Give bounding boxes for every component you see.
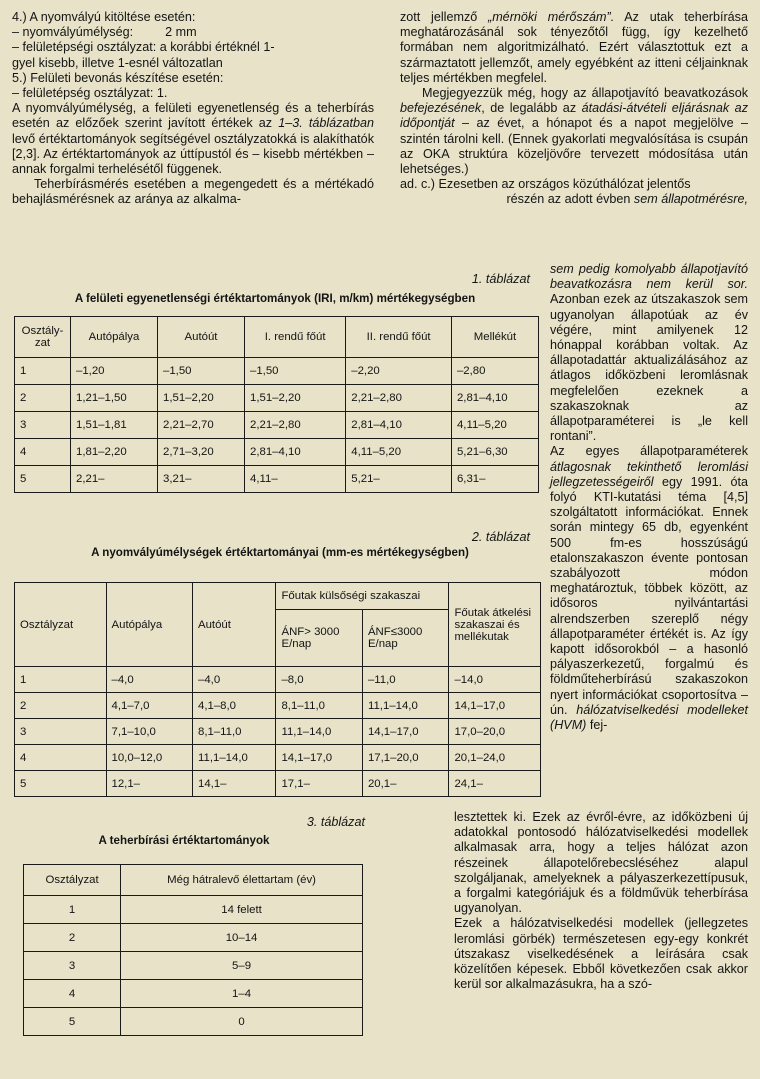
table-cell: 8,1–11,0	[193, 719, 276, 745]
list-item: 4.) A nyomvályú kitöltése esetén:	[12, 10, 196, 24]
table-row	[15, 771, 541, 797]
table-cell: 1,51–1,81	[71, 412, 158, 439]
header-cell: Osztályzat	[15, 583, 107, 667]
table-row	[24, 924, 363, 952]
left-column-text	[12, 10, 374, 208]
header-cell: ÁNF> 3000 E/nap	[276, 610, 362, 667]
bearing-capacity-table	[23, 864, 363, 1036]
table-header-row	[24, 865, 363, 896]
table-cell: 5	[15, 771, 107, 797]
table-cell: –2,80	[451, 358, 538, 385]
paragraph: Ezek a hálózatviselkedési modellek (jellegzetes leromlási görbék) természetesen egy-egy konkrét útszakasz viselkedésének a leírására csak közelítően képesek. Ebből következően csak akkor kerül sor alkalmazásukra, ha a szó-	[454, 916, 748, 992]
paragraph: ad. c.) Ezesetben az országos közúthálózat jelentős	[400, 177, 691, 192]
table-row	[15, 745, 541, 771]
header-cell: Autópálya	[71, 317, 158, 358]
paragraph: részén az adott évben sem állapotmérésre,	[506, 192, 748, 207]
table-header-row	[15, 317, 539, 358]
list-item: gyel kisebb, illetve 1-esnél változatlan	[12, 55, 223, 70]
table-cell: 5	[15, 466, 71, 493]
table-cell: 1	[15, 358, 71, 385]
header-cell: II. rendű főút	[346, 317, 452, 358]
table-cell: 5,21–6,30	[451, 439, 538, 466]
table-cell: 4	[15, 745, 107, 771]
table-cell: 3	[15, 719, 107, 745]
right-narrow-column-text	[550, 262, 748, 733]
table-title: A nyomvályúmélységek értéktartományai (mm-es mértékegységben)	[91, 546, 469, 559]
list-item: – felületépségi osztályzat: a korábbi értéknél 1-	[12, 40, 275, 55]
table-cell: –1,20	[71, 358, 158, 385]
table-cell: –14,0	[449, 667, 541, 693]
header-cell: Autóút	[193, 583, 276, 667]
table-cell: –8,0	[276, 667, 362, 693]
table-cell: 14,1–17,0	[449, 693, 541, 719]
table-cell: 1	[24, 896, 121, 924]
list-item: – felületépség osztályzat: 1.	[12, 86, 168, 101]
table-row	[15, 385, 539, 412]
table-cell: 2,71–3,20	[158, 439, 245, 466]
header-cell: ÁNF≤3000 E/nap	[362, 610, 448, 667]
table-cell: 2	[15, 693, 107, 719]
paragraph: lesztettek ki. Ezek az évről-évre, az időközbeni új adatokkal pontosodó hálózatviselkedési modellek alkalmasak arra, hogy a teljes hálózat azon részeinek állapotelőrebecsléséhez alapul szolgáljanak, amelyeknek a pályaszerkezettípusuk, a forgalmi kategóriájuk és a földművük teherbírása ugyanolyan.	[454, 810, 748, 916]
table-row	[24, 1008, 363, 1036]
table-cell: 17,0–20,0	[449, 719, 541, 745]
paragraph: Az egyes állapotparaméterek átlagosnak tekinthető leromlási jellegzetességeiről egy 1991. óta folyó KTI-kutatási téma [4,5] szolgáltatott információkat. Ennek során mintegy 65 db, egyenként 500 fm-es hosszúságú etalonszakaszon évente pontosan szabályozott módon meghatároztuk, többek között, az idősoros nyilvántartási alrendszerben szereplő négy állapotparaméter értékét is. Az így kapott idősorokból – a hasonló pályaszerkezetű, forgalmú és földműteherbírású szakaszokon nyert információkat csoportosítva – ún. hálózatviselkedési modelleket (HVM) fej-	[550, 444, 748, 733]
table-cell: 0	[121, 1008, 363, 1036]
table-title: A felületi egyenetlenségi értéktartományok (IRI, m/km) mértékegységben	[74, 292, 476, 305]
table-cell: 11,1–14,0	[193, 745, 276, 771]
header-cell: Osztályzat	[24, 865, 121, 896]
table-cell: 6,31–	[451, 466, 538, 493]
table-caption: 1. táblázat	[471, 272, 530, 286]
right-column-text	[400, 10, 748, 208]
table-cell: 5–9	[121, 952, 363, 980]
table-cell: 3	[24, 952, 121, 980]
header-cell: Autópálya	[106, 583, 192, 667]
table-cell: –4,0	[193, 667, 276, 693]
table-cell: 14,1–	[193, 771, 276, 797]
table-cell: 14 felett	[121, 896, 363, 924]
table-row	[24, 896, 363, 924]
header-cell: Főutak külsőségi szakaszai	[276, 583, 449, 610]
table-cell: 14,1–17,0	[276, 745, 362, 771]
table-cell: 3	[15, 412, 71, 439]
table-cell: 11,1–14,0	[362, 693, 448, 719]
table-cell: 1,51–2,20	[245, 385, 346, 412]
table-cell: 5,21–	[346, 466, 452, 493]
roughness-table	[14, 316, 539, 493]
table-cell: 1,81–2,20	[71, 439, 158, 466]
table-cell: 4,11–5,20	[346, 439, 452, 466]
header-cell: Osztály- zat	[15, 317, 71, 358]
paragraph: Megjegyezzük még, hogy az állapotjavító beavatkozások befejezésének, de legalább az átadási-átvételi eljárásnak az időpontját – az évet, a hónapot és a napot megjelölve – szintén tárolni kell. (Ennek gyakorlati megvalósítása is csupán az OKA struktúra közeljövőre tervezett módosítása után lehetséges.)	[400, 86, 748, 177]
table-caption: 3. táblázat	[306, 815, 365, 829]
table-cell: –11,0	[362, 667, 448, 693]
header-cell: Mellékút	[451, 317, 538, 358]
table-cell: –1,50	[158, 358, 245, 385]
table-cell: 2,21–2,80	[245, 412, 346, 439]
table-cell: 1	[15, 667, 107, 693]
table-cell: 2,21–2,70	[158, 412, 245, 439]
table-cell: 12,1–	[106, 771, 192, 797]
table-cell: 2	[15, 385, 71, 412]
table-row	[15, 693, 541, 719]
table-cell: 2,21–2,80	[346, 385, 452, 412]
table-cell: 4,1–7,0	[106, 693, 192, 719]
table-row	[15, 719, 541, 745]
table-cell: 1,21–1,50	[71, 385, 158, 412]
table-cell: 2,81–4,10	[245, 439, 346, 466]
table-cell: 24,1–	[449, 771, 541, 797]
table-cell: 10–14	[121, 924, 363, 952]
table-cell: –1,50	[245, 358, 346, 385]
table-cell: –2,20	[346, 358, 452, 385]
table-cell: 8,1–11,0	[276, 693, 362, 719]
table-cell: 4,11–	[245, 466, 346, 493]
table-cell: 2,81–4,10	[451, 385, 538, 412]
table-cell: 1–4	[121, 980, 363, 1008]
table-cell: 7,1–10,0	[106, 719, 192, 745]
header-cell: Főutak átkelési szakaszai és mellékutak	[449, 583, 541, 667]
table-cell: 3,21–	[158, 466, 245, 493]
table-caption: 2. táblázat	[471, 530, 530, 544]
table-row	[15, 358, 539, 385]
table-cell: 5	[24, 1008, 121, 1036]
table-cell: 4	[15, 439, 71, 466]
table-row	[15, 439, 539, 466]
table-cell: 20,1–24,0	[449, 745, 541, 771]
table-cell: 10,0–12,0	[106, 745, 192, 771]
right-bottom-text	[454, 810, 748, 992]
table-row	[24, 980, 363, 1008]
list-item: – nyomvályúmélység: 2 mm	[12, 25, 197, 40]
header-cell: Autóút	[158, 317, 245, 358]
header-cell: Még hátralevő élettartam (év)	[121, 865, 363, 896]
paragraph: sem pedig komolyabb állapotjavító beavatkozásra nem kerül sor. Azonban ezek az útszakaszok sem ugyanolyan állapotúak az év végére, mint amilyenek 12 hónappal korábban voltak. Az állapotadattár aktualizálásához az átlagos időközbeni leromlásnak megfelelően ezeknek a szakaszoknak az állapotparaméterei is „le kell rontani”.	[550, 262, 748, 444]
table-cell: 1,51–2,20	[158, 385, 245, 412]
table-cell: 17,1–	[276, 771, 362, 797]
header-cell: I. rendű főút	[245, 317, 346, 358]
table-cell: 2,81–4,10	[346, 412, 452, 439]
table-cell: 20,1–	[362, 771, 448, 797]
table-cell: –4,0	[106, 667, 192, 693]
table-cell: 4,11–5,20	[451, 412, 538, 439]
table-cell: 14,1–17,0	[362, 719, 448, 745]
table-title: A teherbírási értéktartományok	[98, 834, 270, 847]
rut-depth-table	[14, 582, 541, 797]
table-row	[24, 952, 363, 980]
table-header-row	[15, 583, 541, 610]
table-row	[15, 466, 539, 493]
paragraph: Teherbírásmérés esetében a megengedett és a mértékadó behajlásmérésnek az aránya az alkalma-	[12, 177, 374, 207]
paragraph: A nyomvályúmélység, a felületi egyenetlenség és a teherbírás esetén az előzőek szerint javított értékek az 1–3. táblázatban levő értéktartományok segítségével osztályzatokká is alakíthatók [2,3]. Az értéktartományok az úttípustól és – kisebb mértékben – annak forgalmi terhelésétől függenek.	[12, 101, 374, 177]
table-row	[15, 667, 541, 693]
list-item: 5.) Felületi bevonás készítése esetén:	[12, 70, 224, 85]
table-cell: 2,21–	[71, 466, 158, 493]
paragraph: zott jellemző „mérnöki mérőszám”. Az utak teherbírása meghatározásánál sok tényezőtől függ, így kezelhető formában nem algoritmizálható. Ezért választottuk ezt a származtatott jellemzőt, amely egyébként az itteni céljainknak teljes mértékben megfelel.	[400, 10, 748, 85]
table-cell: 11,1–14,0	[276, 719, 362, 745]
table-cell: 17,1–20,0	[362, 745, 448, 771]
table-row	[15, 412, 539, 439]
table-cell: 2	[24, 924, 121, 952]
table-cell: 4,1–8,0	[193, 693, 276, 719]
table-cell: 4	[24, 980, 121, 1008]
